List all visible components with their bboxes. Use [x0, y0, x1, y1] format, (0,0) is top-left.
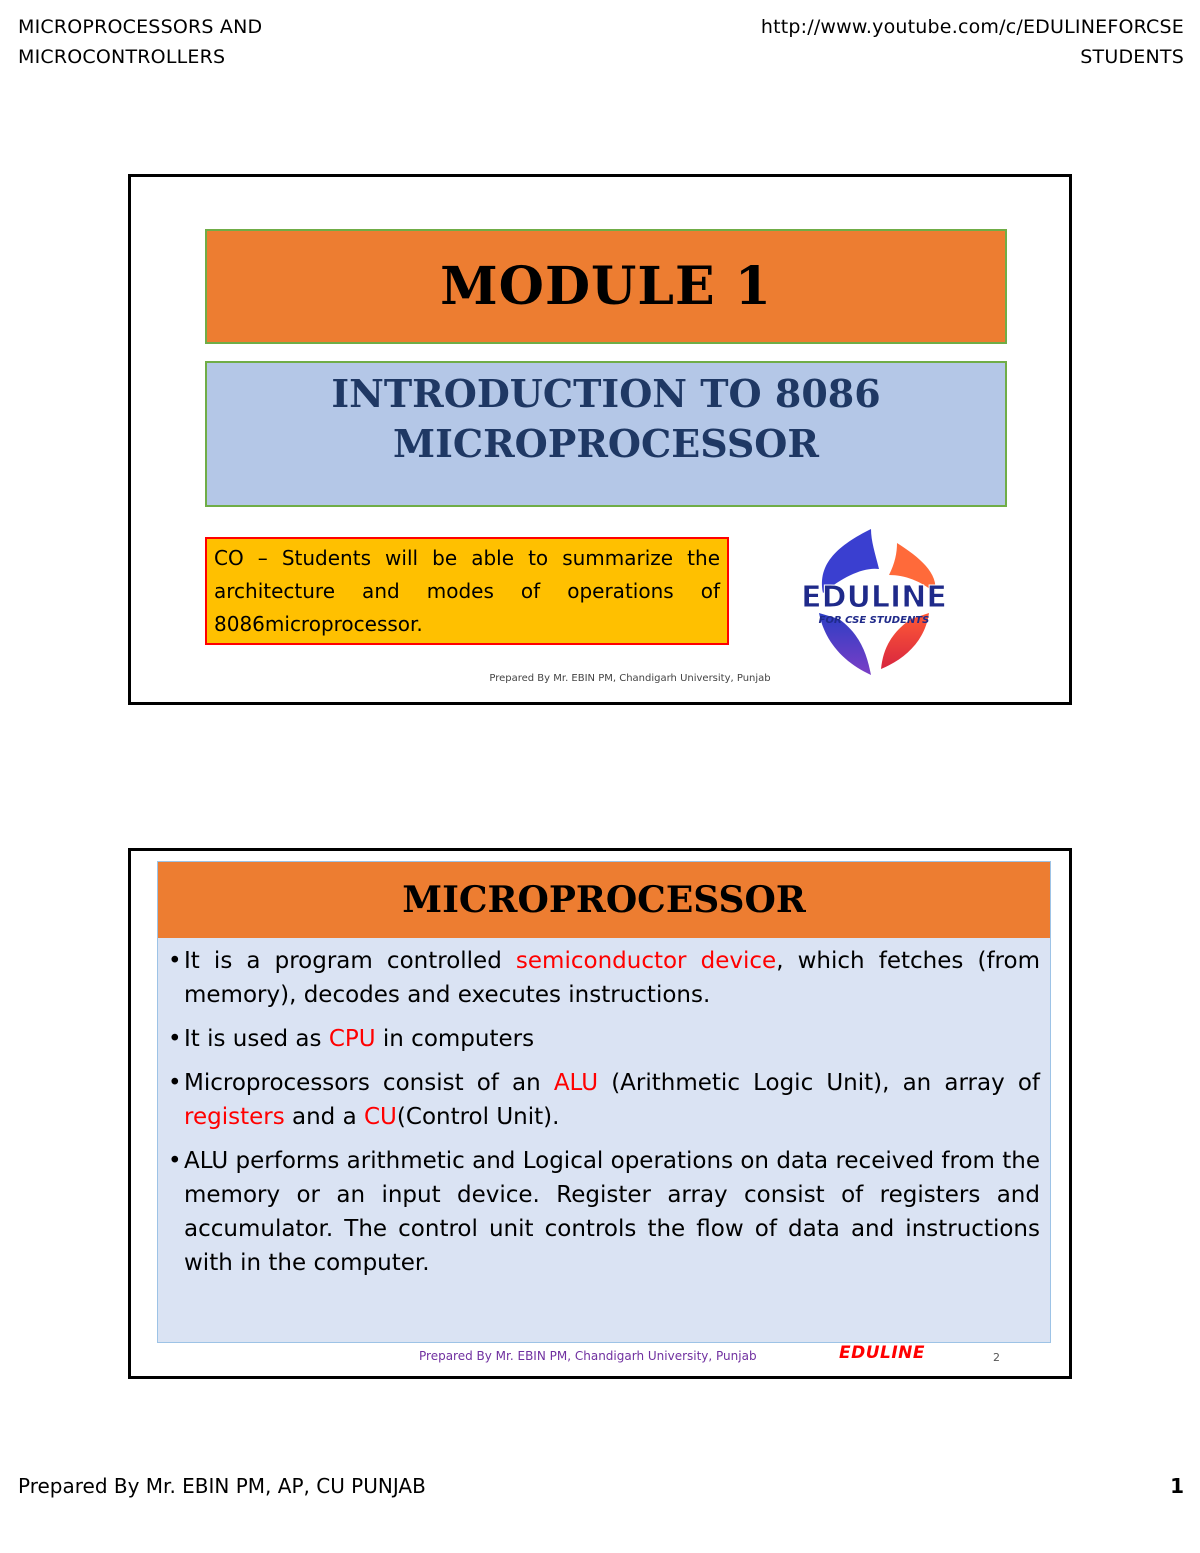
slide-2: [128, 848, 1072, 1379]
bullet-list: [168, 944, 1040, 1290]
eduline-logo: [779, 523, 969, 681]
intro-title-line2: MICROPROCESSOR: [393, 421, 819, 466]
bullet-item: • Microprocessors consist of an ALU (Arithmetic Logic Unit), an array of registers and a CU(Control Unit).: [168, 1066, 1040, 1134]
header-course-line1: MICROPROCESSORS AND: [18, 16, 263, 38]
bullet-item: • It is used as CPU in computers: [168, 1022, 1040, 1056]
module-banner: [205, 229, 1007, 344]
header-url-line1: http://www.youtube.com/c/EDULINEFORCSE: [760, 16, 1184, 38]
slide2-title-bar: [158, 862, 1050, 938]
course-outcome-box: CO – Students will be able to summarize the architecture and modes of operations of 8086microprocessor.: [205, 537, 729, 645]
highlight-term: CPU: [328, 1026, 376, 1052]
header-url-line2: STUDENTS: [1080, 46, 1184, 68]
slide2-number: 2: [993, 1351, 1000, 1364]
slide2-content-panel: [157, 861, 1051, 1343]
page-footer-author: Prepared By Mr. EBIN PM, AP, CU PUNJAB: [18, 1474, 426, 1498]
highlight-term: CU: [364, 1104, 397, 1130]
page-number: 1: [1170, 1474, 1184, 1498]
intro-banner: [205, 361, 1007, 507]
highlight-term: registers: [184, 1104, 285, 1130]
highlight-term: semiconductor device: [515, 948, 777, 974]
page-header-url: [761, 12, 1184, 72]
slide1-footer: Prepared By Mr. EBIN PM, Chandigarh University, Punjab: [489, 673, 771, 684]
highlight-term: ALU: [553, 1070, 599, 1096]
module-title: MODULE 1: [440, 256, 772, 317]
intro-title-line1: INTRODUCTION TO 8086: [331, 371, 881, 416]
slide2-footer: Prepared By Mr. EBIN PM, Chandigarh University, Punjab: [419, 1349, 757, 1363]
slide2-brand: EDULINE: [839, 1343, 926, 1363]
slide2-title: MICROPROCESSOR: [402, 879, 806, 921]
bullet-item: • ALU performs arithmetic and Logical operations on data received from the memory or an input device. Register array consist of registers and accumulator. The control unit controls the flow of data and instructions with in the computer.: [168, 1144, 1040, 1280]
slide-1: [128, 174, 1072, 705]
bullet-item: • It is a program controlled semiconductor device, which fetches (from memory), decodes and executes instructions.: [168, 944, 1040, 1012]
header-course-line2: MICROCONTROLLERS: [18, 46, 226, 68]
logo-subtext: FOR CSE STUDENTS: [818, 615, 930, 626]
logo-wordmark: EDULINE: [801, 580, 947, 615]
page-header-course: [18, 12, 262, 72]
